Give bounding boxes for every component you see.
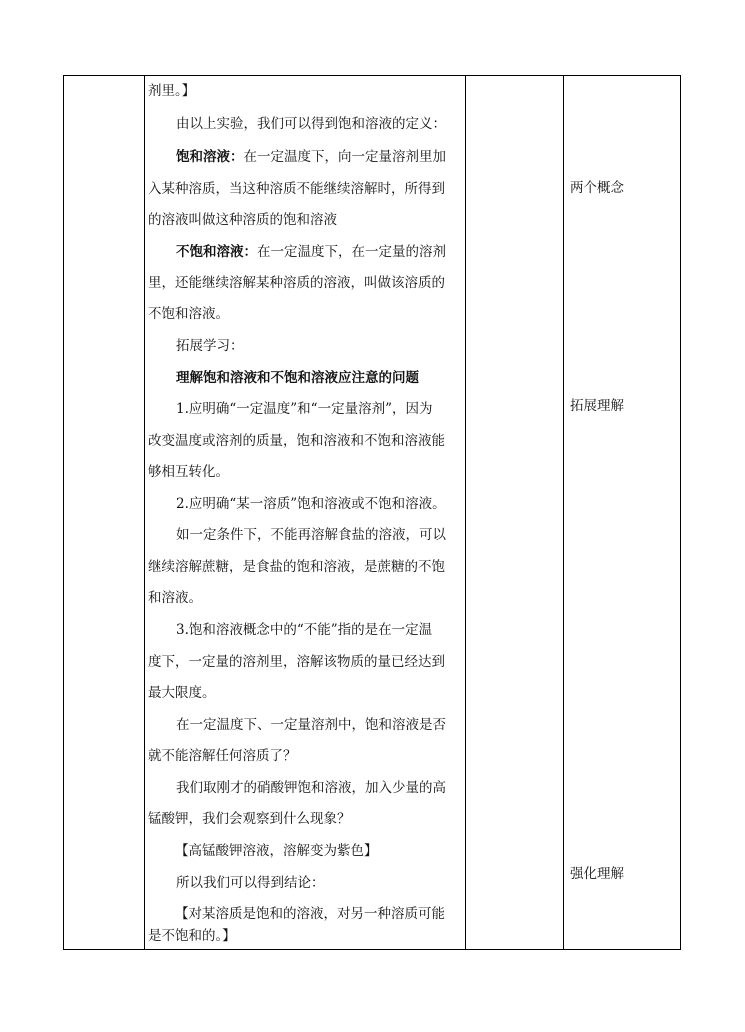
- column-divider: [144, 76, 145, 949]
- term-unsaturated: 不饱和溶液：: [176, 244, 257, 260]
- text-line: 所以我们可以得到结论：: [176, 875, 325, 891]
- text-line: 剂里。】: [148, 83, 196, 99]
- definition-text: 在一定温度下，在一定量的溶剂: [257, 244, 446, 260]
- text-line: 如一定条件下，不能再溶解食盐的溶液，可以: [176, 527, 446, 543]
- text-line: 不饱和溶液。: [148, 306, 229, 322]
- text-line: 入某种溶质，当这种溶质不能继续溶解时，所得到: [148, 181, 445, 197]
- text-line: 最大限度。: [148, 685, 216, 701]
- text-line: 2.应明确“某一溶质”饱和溶液或不饱和溶液。: [176, 496, 446, 512]
- text-line: [176, 242, 446, 262]
- text-line: 度下，一定量的溶剂里，溶解该物质的量已经达到: [148, 654, 445, 670]
- term-saturated: 饱和溶液：: [176, 149, 244, 165]
- text-line: 的溶液叫做这种溶质的饱和溶液: [148, 212, 337, 228]
- text-line: 1.应明确“一定温度”和“一定量溶剂”，因为: [176, 401, 433, 417]
- text-line: 就不能溶解任何溶质了？: [148, 748, 297, 764]
- text-line: 我们取刚才的硝酸钾饱和溶液，加入少量的高: [176, 780, 446, 796]
- text-line: 继续溶解蔗糖，是食盐的饱和溶液，是蔗糖的不饱: [148, 559, 445, 575]
- text-line: 拓展学习：: [176, 338, 244, 354]
- column-divider: [563, 76, 564, 949]
- text-line: 在一定温度下、一定量溶剂中，饱和溶液是否: [176, 717, 446, 733]
- text-line: 改变温度或溶剂的质量，饱和溶液和不饱和溶液能: [148, 433, 445, 449]
- design-intent-note: 拓展理解: [570, 398, 624, 414]
- text-line: 和溶液。: [148, 590, 202, 606]
- text-line: [176, 147, 446, 167]
- text-line: 【对某溶质是饱和的溶液，对另一种溶质可能: [175, 906, 445, 922]
- design-intent-note: 两个概念: [570, 180, 624, 196]
- text-line: 由以上实验，我们可以得到饱和溶液的定义：: [176, 116, 446, 132]
- text-line: 3.饱和溶液概念中的“不能”指的是在一定温: [176, 622, 433, 638]
- lesson-table: [63, 75, 681, 950]
- column-divider: [465, 76, 466, 949]
- section-heading: 理解饱和溶液和不饱和溶液应注意的问题: [176, 370, 419, 386]
- text-line: 够相互转化。: [148, 464, 229, 480]
- definition-text: 在一定温度下，向一定量溶剂里加: [243, 149, 446, 165]
- text-line: 里，还能继续溶解某种溶质的溶液，叫做该溶质的: [148, 275, 445, 291]
- text-line: 是不饱和的。】: [148, 928, 236, 944]
- text-line: 锰酸钾，我们会观察到什么现象？: [148, 811, 351, 827]
- text-line: 【高锰酸钾溶液，溶解变为紫色】: [175, 843, 378, 859]
- design-intent-note: 强化理解: [570, 866, 624, 882]
